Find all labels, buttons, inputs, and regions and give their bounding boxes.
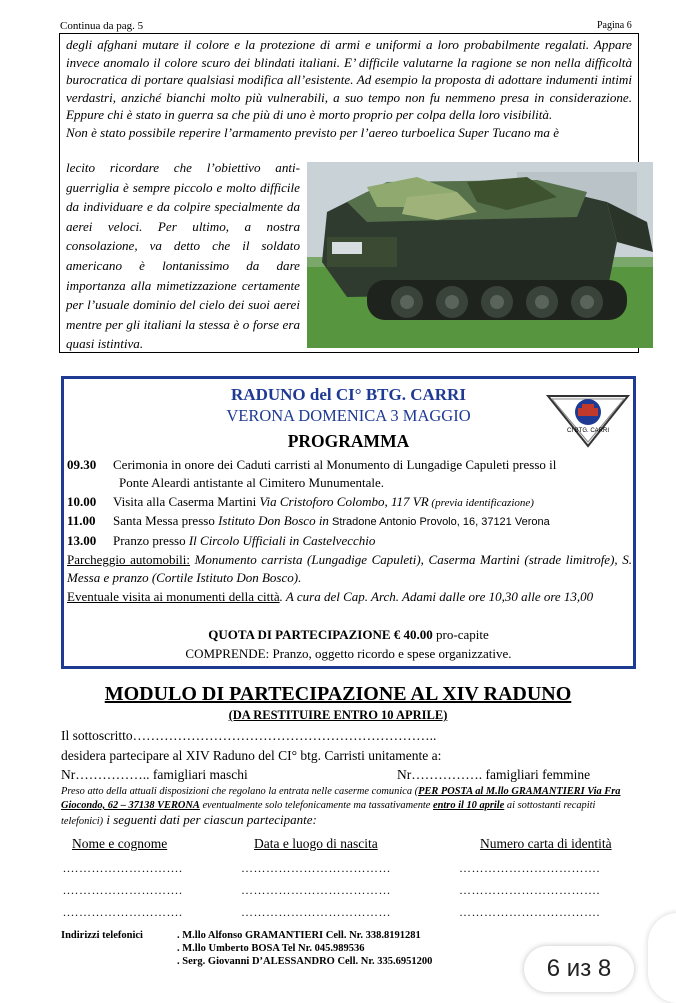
form-note [61, 785, 633, 828]
parking-text: Monumento carrista (Lungadige Capuleti), Caserma Martini (strade limitrofe), S. Messa e pranzo (Cortile Istituto Don Bosco). [67, 552, 632, 586]
schedule-text-wrap [113, 532, 632, 550]
contact-1: M.llo Alfonso GRAMANTIERI Cell. Nr. 338.8191281 [182, 930, 421, 941]
schedule-time: 13.00 [67, 532, 97, 548]
continued-from-label: Continua da pag. 5 [60, 20, 144, 32]
visit-label: Eventuale visita ai monumenti della città [67, 588, 280, 604]
schedule-text: Santa Messa presso [113, 513, 219, 529]
programme-box [61, 376, 636, 669]
visit-info [67, 588, 632, 606]
schedule-item-cont [67, 474, 632, 492]
schedule-item [67, 532, 632, 550]
note-deadline: entro il 10 aprile [433, 799, 505, 811]
schedule-address: Via Cristoforo Colombo, 117 VR [259, 493, 429, 509]
page-number-label: Pagina 6 [597, 20, 632, 31]
quota-line [64, 627, 633, 643]
programme-date: VERONA DOMENICA 3 MAGGIO [226, 406, 471, 425]
form-field-female-relatives[interactable]: Nr……………. famigliari femmine [397, 767, 591, 782]
article-paragraph-1: degli afghani mutare il colore e la protezione di armi e uniformi a loro probabilmente regalati. Appare invece anomalo il colore scuro dei blindati italiani. E’ difficile valutarne la ragione se non nella difficoltà burocratica di portare qualsiasi modifica all’esistente. Ad esempio la proposta di adottare indumenti intimi verdastri, anziché bianchi molto più vulnerabili, a suo tempo non fu nemmeno presa in considerazione. Eppure chi è stato in guerra sa che più di uno è morto proprio per colpa della loro visibilità. [66, 37, 632, 123]
parking-label: Parcheggio automobili: [67, 552, 191, 568]
column-id-card: Numero carta di identità [480, 836, 612, 851]
schedule-text: Ponte Aleardi antistante al Cimitero Munumentale. [119, 475, 384, 491]
phone-contacts: Indirizzi telefonici . M.llo Alfonso GRAMANTIERI Cell. Nr. 338.8191281 . M.llo Umberto BOSA Tel Nr. 045.989536 . Serg. Giovanni D’ALESSANDRO Cell. Nr. 335.6951200 [61, 930, 433, 968]
schedule-place: Il Circolo Ufficiali in Castelvecchio [188, 532, 376, 548]
schedule-time: 10.00 [67, 493, 97, 509]
schedule-item [67, 512, 632, 531]
logo-text: CI BTG. CARRI [566, 428, 609, 434]
form-blank-name-2[interactable]: .………………………. [63, 883, 183, 897]
tank-photo [307, 162, 653, 348]
form-blank-name-3[interactable]: .………………………. [63, 905, 183, 919]
programme-heading: PROGRAMMA [287, 431, 410, 451]
quota-per-capita: pro-capite [432, 627, 489, 642]
schedule-time: 09.30 [67, 457, 97, 472]
schedule-text: Cerimonia in onore dei Caduti carristi al Monumento di Lungadige Capuleti presso il [113, 457, 557, 472]
form-line-participation: desidera partecipare al XIV Raduno del CI° btg. Carristi unitamente a: [61, 748, 442, 763]
form-subtitle: (DA RESTITUIRE ENTRO 10 APRILE) [228, 708, 448, 722]
viewer-edge-button[interactable] [648, 913, 676, 1003]
parking-info [67, 551, 632, 588]
form-blank-birth-1[interactable]: ……………………………… [241, 861, 391, 875]
tank-illustration [307, 162, 653, 348]
form-blank-id-3[interactable]: ……………………………. [459, 905, 600, 919]
schedule-note: (previa identificazione) [428, 496, 534, 509]
article-paragraph-2-top: Non è stato possibile reperire l’armamento previsto per l’aereo turboelica Super Tucano ma è [66, 124, 560, 140]
form-line-undersigned[interactable]: Il sottoscritto………………………………………………………….. [61, 728, 437, 743]
quota-amount: QUOTA DI PARTECIPAZIONE € 40.00 [208, 627, 433, 642]
schedule-time: 11.00 [67, 513, 96, 529]
form-blank-id-1[interactable]: ……………………………. [459, 861, 600, 875]
schedule-place: Istituto Don Bosco in [218, 513, 329, 529]
schedule-item [67, 456, 632, 474]
phone-contacts-label: Indirizzi telefonici [61, 930, 143, 941]
form-field-male-relatives[interactable]: Nr…………….. famigliari maschi [61, 767, 248, 782]
schedule-text: Visita alla Caserma Martini [113, 493, 260, 509]
schedule-text-wrap [113, 512, 632, 531]
form-blank-birth-2[interactable]: ……………………………… [241, 883, 391, 897]
note-post-address: PER POSTA al M.llo GRAMANTIERI Via Fra Giocondo, 62 – 37138 VERONA [61, 786, 621, 811]
note-text: eventualmente solo telefonicamente ma tassativamente [199, 799, 433, 811]
note-text: Preso atto della attuali disposizioni che regolano la entrata nelle caserme comunica ( [61, 786, 419, 797]
schedule-item [67, 493, 632, 512]
visit-text: . A cura del Cap. Arch. Adami dalle ore 10,30 alle ore 13,00 [279, 588, 594, 604]
column-name: Nome e cognome [72, 836, 168, 851]
schedule [67, 456, 632, 606]
form-blank-id-2[interactable]: ……………………………. [459, 883, 600, 897]
note-data-request: i seguenti dati per ciascun partecipante: [103, 811, 317, 827]
schedule-text-wrap [113, 493, 632, 512]
comprende-line: COMPRENDE: Pranzo, oggetto ricordo e spese organizzative. [185, 646, 512, 661]
contact-2: M.llo Umberto BOSA Tel Nr. 045.989536 [182, 943, 365, 955]
article-paragraph-2-wrap: lecito ricordare che l’obiettivo anti-guerriglia è sempre piccolo e molto difficile da individuare e da colpire specialmente da aerei veloci. Per ultimo, a nostra consolazione, va detto che il soldato americano è lontanissimo da dare importanza alla mimetizzazione certamente per l’usuale dominio del cielo dei suoi aerei mentre per gli italiani la stessa è o forse era quasi istintiva. [66, 160, 300, 352]
programme-title: RADUNO del CI° BTG. CARRI [231, 385, 466, 404]
form-blank-name-1[interactable]: .………………………. [63, 861, 183, 875]
contact-3: Serg. Giovanni D’ALESSANDRO Cell. Nr. 335.6951200 [182, 956, 433, 968]
battalion-logo [542, 388, 634, 448]
schedule-text: Pranzo presso [113, 532, 189, 548]
page-indicator[interactable]: 6 из 8 [524, 946, 634, 992]
form-blank-birth-3[interactable]: ……………………………… [241, 905, 391, 919]
form-title: MODULO DI PARTECIPAZIONE AL XIV RADUNO [104, 683, 572, 705]
schedule-address: Stradone Antonio Provolo, 16, 37121 Verona [328, 516, 550, 529]
note-text: ai sottostanti recapiti telefonici) [61, 799, 596, 827]
column-birth: Data e luogo di nascita [254, 836, 378, 851]
